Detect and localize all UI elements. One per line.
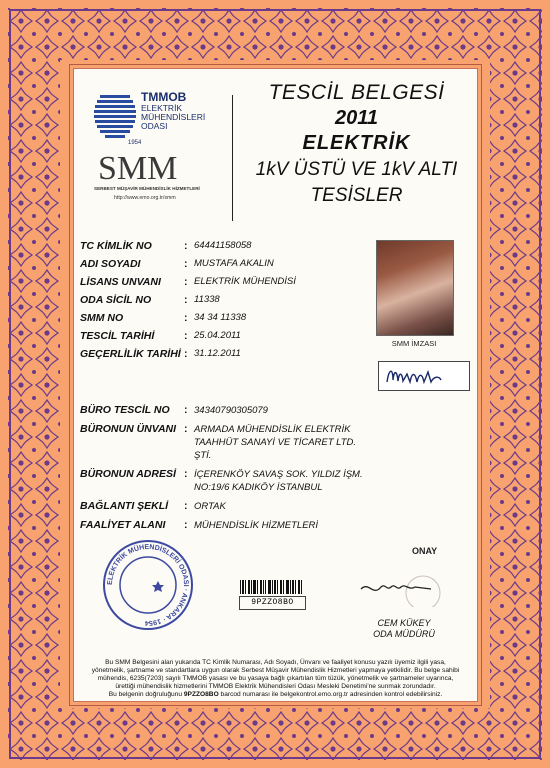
field-row [80,255,370,273]
field-value: 34 34 11338 [194,312,247,323]
office-value: MÜHENDİSLİK HİZMETLERİ [194,520,319,531]
office-separator: : [184,468,188,480]
field-separator: : [184,258,188,270]
footer-barcode-post: barcod numarası ile belgekontrol.emo.org.tr adresinden kontrol edebilirsiniz. [218,691,443,698]
field-row [80,291,370,309]
footer-barcode-pre: Bu belgenin doğruluğunu [108,691,184,698]
photo-caption: SMM İMZASI [391,339,437,348]
field-label: ODA SİCİL NO [80,294,152,306]
logo-year: 1954 [128,140,142,146]
title-year: 2011 [334,107,378,129]
office-fields [80,404,400,538]
field-label: SMM NO [80,312,124,324]
field-value: ELEKTRİK MÜHENDİSİ [194,276,296,287]
field-label: TC KİMLİK NO [80,240,152,252]
logo-url: http://www.emo.org.tr/smm [114,195,176,201]
office-label: FAALİYET ALANI [80,519,166,531]
certificate-panel [73,68,478,702]
title-line1: TESCİL BELGESİ [268,81,445,104]
field-row [80,309,370,327]
field-row [80,237,370,255]
field-value: 31.12.2011 [194,348,241,359]
logo-divider [232,95,233,221]
personal-fields [80,237,370,363]
field-separator: : [184,330,188,342]
official-name: CEM KÜKEY [377,618,431,628]
crescent-icon [134,573,154,597]
stamp-text: ELEKTRİK MÜHENDİSLERİ ODASI · ANKARA · 1954 [106,543,190,627]
logo-org-line3: MÜHENDİSLERİ [141,112,206,122]
field-separator: : [184,312,188,324]
title-facility: TESİSLER [310,185,403,206]
office-label: BÜRONUN ADRESİ [80,468,176,480]
title-scope: 1kV ÜSTÜ VE 1kV ALTI [255,159,458,180]
footer-barcode-code: 9PZZO8BO [183,691,219,698]
chamber-stamp [102,539,194,631]
official-title: ODA MÜDÜRÜ [373,629,435,639]
official-block [354,618,454,640]
office-separator: : [184,500,188,512]
office-value: 34340790305079 [194,405,268,416]
field-separator: : [184,348,188,360]
field-value: MUSTAFA AKALIN [194,258,274,269]
barcode-graphic [239,580,304,594]
certificate-title [234,77,479,207]
holder-signature [378,361,470,391]
field-row [80,273,370,291]
office-label: BAĞLANTI ŞEKLİ [80,500,169,512]
emo-globe-icon [94,89,234,229]
office-row [80,468,400,494]
logo-org-line4: ODASI [141,121,168,131]
field-label: TESCİL TARİHİ [80,330,155,342]
field-label: LİSANS UNVANI [80,276,161,288]
footer-text: Bu SMM Belgesini alan yukarıda TC Kimlik Numarası, Adı Soyadı, Ünvanı ve faaliyet konusu yazılı üyemiz ilgili yasa, yönetmelik, şartname ve standartlara uygun olarak Serbest Müşavir Mühendislik Hizmetleri yapmaya yetkilidir. Bu belge sahibi mühendis, 6235(7203) sayılı TMMOB yasası ve bu yasaya bağlı çıkartılan tüm tüzük, yönetmelik ve şartnameler uyarınca, ürettiği mühendislik hizmetlerini TMMOB Elektrik Mühendisleri Odası Mesleki Denetimi'ne sunmak zorundadır. [91,659,460,690]
field-row [80,345,370,363]
approval-label: ONAY [412,546,438,556]
holder-photo [376,240,454,336]
barcode-code: 9PZZO8BO [239,596,306,610]
field-label: GEÇERLİLİK TARİHİ [80,348,181,360]
office-value: ORTAK [194,501,226,512]
office-value: ARMADA MÜHENDİSLİK ELEKTRİK TAAHHÜT SANAYİ VE TİCARET LTD. ŞTİ. [194,424,357,461]
field-value: 25.04.2011 [194,330,241,341]
field-value: 11338 [194,294,220,305]
office-separator: : [184,423,188,435]
field-separator: : [184,240,188,252]
title-field: ELEKTRİK [302,132,411,154]
field-separator: : [184,276,188,288]
office-label: BÜRO TESCİL NO [80,404,170,416]
office-value: İÇERENKÖY SAVAŞ SOK. YILDIZ İŞM. NO:19/6 KADIKÖY İSTANBUL [194,469,363,493]
field-separator: : [184,294,188,306]
star-icon [152,581,164,592]
logo-subtitle: SERBEST MÜŞAVİR MÜHENDİSLİK HİZMETLERİ [94,186,200,191]
office-separator: : [184,519,188,531]
footer-barcode-line [88,691,463,699]
logo-org-line1: TMMOB [141,90,187,104]
logo-org-line2: ELEKTRİK [141,103,183,113]
logo-abbr: SMM [98,150,178,187]
office-separator: : [184,404,188,416]
official-signature [351,567,451,607]
office-row [80,500,400,513]
office-label: BÜRONUN ÜNVANI [80,423,177,435]
legal-footer [88,659,463,699]
office-row [80,404,400,417]
office-row [80,519,400,532]
field-row [80,327,370,345]
field-label: ADI SOYADI [80,258,141,270]
office-row [80,423,400,462]
logo [94,89,234,229]
field-value: 64441158058 [194,240,252,251]
